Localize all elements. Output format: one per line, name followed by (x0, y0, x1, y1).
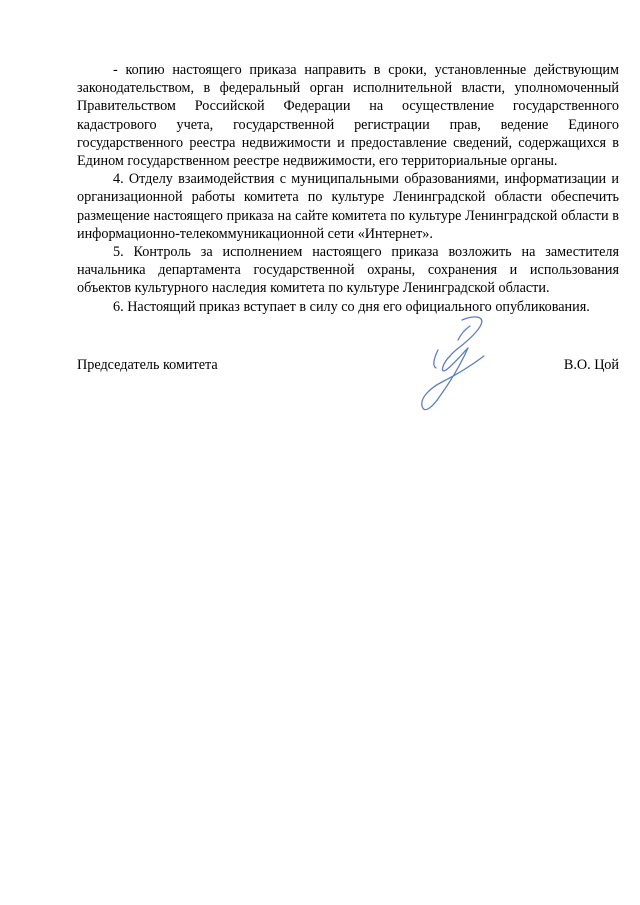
paragraph-item-5: 5. Контроль за исполнением настоящего приказа возложить на заместителя начальника департамента государственной охраны, сохранения и использования объектов культурного наследия комитета по культуре Ленинградской области. (77, 244, 619, 297)
signature-stroke (434, 350, 438, 368)
signature-stroke (422, 348, 468, 410)
document-body (77, 61, 619, 316)
paragraph-copy-distribution: - копию настоящего приказа направить в сроки, установленные действующим законодательством, в федеральный орган исполнительной власти, уполномоченный Правительством Российской Федерации на осуществление государственного кадастрового учета, государственной регистрации прав, ведение Единого государственного реестра недвижимости и предоставление сведений, содержащихся в Едином государственном реестре недвижимости, его территориальные органы. (77, 62, 619, 170)
signatory-title: Председатель комитета (77, 357, 218, 373)
signatory-name: В.О. Цой (563, 357, 619, 373)
handwritten-signature (410, 310, 500, 420)
paragraph-item-6: 6. Настоящий приказ вступает в силу со дня его официального опубликования. (113, 298, 590, 315)
paragraph-item-4: 4. Отделу взаимодействия с муниципальными образованиями, информатизации и организационной работы комитета по культуре Ленинградской области обеспечить размещение настоящего приказа на сайте комитета по культуре Ленинградской области в информационно-телекоммуникационной сети «Интернет». (77, 171, 619, 242)
signature-stroke (458, 326, 470, 340)
